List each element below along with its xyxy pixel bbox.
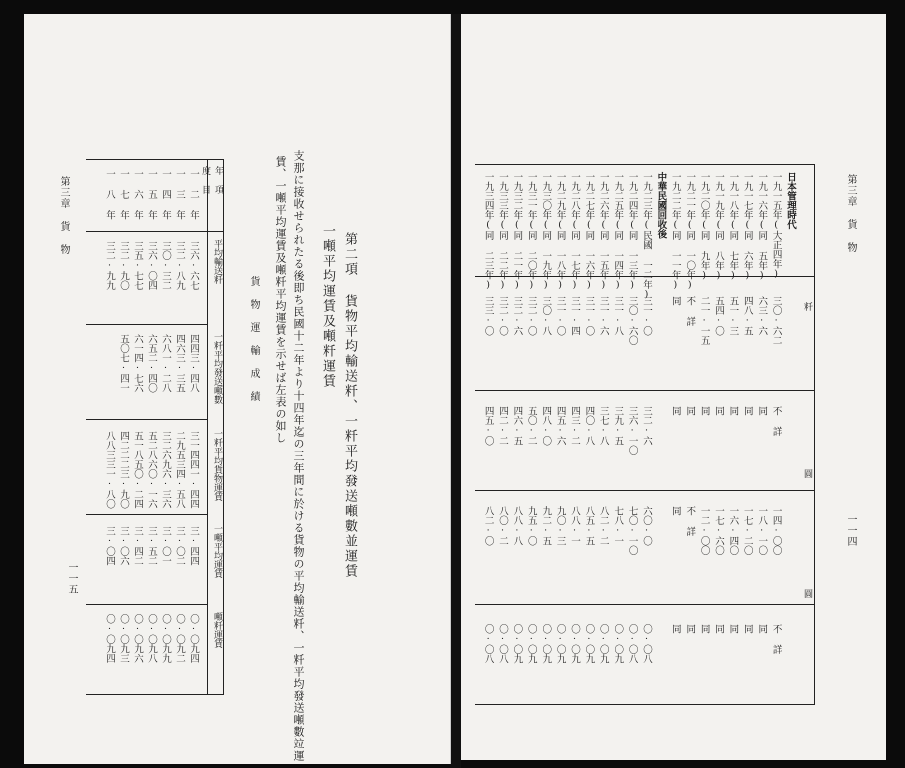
right-row-cell: 三一·六 — [597, 296, 609, 336]
right-row-cell: 三二·六 — [511, 296, 523, 336]
subsection-title: 一噸平均運賃及噸粁運賃 — [320, 224, 335, 389]
right-row-cell: 不 詳 — [770, 406, 782, 436]
left-row-cell: 三·四四 — [188, 526, 199, 566]
right-row-year: 一九一五年(大正四年) — [770, 172, 782, 280]
left-row-cell: 五一八五〇·二四 — [132, 431, 143, 509]
left-row-cell: 〇·〇九九 — [160, 614, 171, 663]
left-row-cell: 六八一·二八 — [160, 334, 171, 393]
left-row-year: 一 六 年 — [132, 169, 143, 220]
left-row-cell: 三·〇一 — [160, 526, 171, 566]
left-row-year: 一 七 年 — [118, 169, 129, 220]
left-row-cell: 〇·〇九三 — [118, 614, 129, 663]
left-row-cell: 三·四二 — [132, 526, 143, 566]
right-row-cell: 不 詳 — [684, 506, 696, 536]
table-title: 貨 物 運 輸 成 績 — [248, 276, 259, 402]
right-row-cell: 不 詳 — [684, 296, 696, 326]
right-row-cell: 同 — [713, 624, 724, 634]
right-row-cell: 同 — [741, 406, 753, 416]
right-row-cell: 同 — [684, 406, 696, 416]
right-row-cell: 〇·〇九 — [612, 624, 624, 664]
right-row-cell: 九二·五 — [540, 506, 552, 546]
right-row-cell: 〇·〇八 — [482, 624, 494, 664]
left-running-header: 第三章 貨 物 — [58, 176, 69, 255]
right-row-cell: 七八·一 — [612, 506, 624, 546]
right-row-cell: 一七·二〇 — [741, 506, 753, 555]
era-label-chinese: 中華民國回收後 — [655, 172, 667, 239]
right-row-cell: 同 — [669, 624, 681, 634]
right-row-cell: 〇·〇九 — [511, 624, 523, 664]
right-row-year: 一九三四年(同 二三年) — [482, 172, 494, 291]
right-row-cell: 八二·二 — [597, 506, 609, 546]
right-row-cell: 同 — [741, 624, 753, 634]
right-row-year: 一九一七年(同 六年) — [741, 172, 753, 281]
right-row-cell: 同 — [727, 624, 739, 634]
left-row-cell: 三·〇四 — [104, 526, 115, 566]
right-row-year: 一九二七年(同 一六年) — [583, 172, 595, 291]
left-row-cell: 四六三·三五 — [174, 334, 185, 393]
col-header-avg-distance: 平均輸送粁 — [212, 239, 222, 284]
left-row-cell: 三五·七七 — [132, 241, 143, 290]
right-row-year: 一九一八年(同 七年) — [727, 172, 739, 281]
right-row-cell: 一二·〇〇 — [698, 506, 710, 555]
right-row-cell: 一七·六〇 — [713, 506, 724, 555]
right-row-cell: 四六·五 — [511, 406, 523, 446]
right-row-cell: 同 — [756, 624, 768, 634]
left-row-year: 一 三 年 — [174, 169, 185, 220]
right-row-cell: 四〇·八 — [583, 406, 595, 446]
right-row-cell: 三一·八 — [612, 296, 624, 336]
left-row-cell: 六五二·四〇 — [146, 334, 157, 393]
left-row-cell: 〇·〇九六 — [132, 614, 143, 663]
left-row-cell: 三二·九九 — [104, 241, 115, 290]
right-row-cell: 三二·〇 — [497, 296, 508, 336]
left-page-number: 一一五 — [66, 562, 77, 595]
right-row-cell: 六〇·〇 — [641, 506, 652, 546]
right-row-year: 一九二四年(同 一三年) — [626, 172, 638, 291]
right-row-cell: 三一·〇 — [583, 296, 595, 336]
right-row-cell: 八八·八 — [511, 506, 523, 546]
right-row-cell: 〇·〇九 — [583, 624, 595, 664]
left-row-cell: 三一四四一·四四 — [188, 431, 199, 509]
left-row-cell: 三二·八九 — [174, 241, 185, 290]
unit-label-1: 粁 — [802, 302, 812, 311]
unit-label-4: 圓 — [802, 589, 812, 598]
right-row-cell: 三〇·六二 — [770, 296, 782, 345]
right-row-cell: 〇·〇九 — [569, 624, 580, 664]
right-row-year: 一九三一年(同 二〇年) — [525, 172, 537, 291]
right-row-cell: 三七·八 — [597, 406, 609, 446]
right-row-cell: 四八·〇 — [540, 406, 552, 446]
section-title: 第二項 貨物平均輸送粁、一粁平均發送噸數並運賃 — [342, 232, 357, 579]
right-row-year: 一九二八年(同 一七年) — [569, 172, 580, 291]
right-row-cell: 三二·〇 — [525, 296, 537, 336]
right-row-year: 一九二一年(同 一〇年) — [684, 172, 696, 291]
left-row-cell: 〇·〇九二 — [174, 614, 185, 663]
right-row-cell: 九〇·三 — [554, 506, 566, 546]
left-row-year: 一 八 年 — [104, 169, 115, 220]
right-row-cell: 三二·六 — [641, 406, 652, 446]
right-row-year: 一九二五年(同 一四年) — [612, 172, 624, 291]
right-row-cell: 四八·五 — [741, 296, 753, 336]
right-row-cell: 〇·〇九 — [540, 624, 552, 664]
right-row-cell: 〇·〇八 — [626, 624, 638, 664]
right-row-cell: 同 — [684, 624, 696, 634]
right-row-cell: 同 — [756, 406, 768, 416]
left-row-cell: 三二六九六·三六 — [160, 431, 171, 509]
left-row-year: 一 五 年 — [146, 169, 157, 220]
left-row-cell: 三·五二 — [146, 526, 157, 566]
book-gutter — [450, 14, 461, 768]
right-row-cell: 一八·一〇 — [756, 506, 768, 555]
right-row-year: 一九二九年(同 一八年) — [554, 172, 566, 291]
left-row-cell: 〇·〇九四 — [104, 614, 115, 663]
right-row-cell: 四五·〇 — [482, 406, 494, 446]
right-row-cell: 同 — [669, 406, 681, 416]
right-row-year: 一九三二年(同 二一年) — [511, 172, 523, 291]
paragraph-line-2: 賃、一噸平均運賃及噸粁平均運賃を示せば左表の如し — [274, 156, 287, 444]
right-row-cell: 同 — [669, 506, 681, 516]
right-page-number: 一一四 — [845, 514, 856, 547]
right-row-cell: 同 — [727, 406, 739, 416]
right-row-cell: 三一·〇 — [641, 296, 652, 336]
right-row-cell: 三一·〇 — [554, 296, 566, 336]
left-row-cell: 三六·〇四 — [146, 241, 157, 290]
right-row-year: 一九三〇年(同 一九年) — [540, 172, 552, 291]
left-row-cell: 五二八六〇·一六 — [146, 431, 157, 509]
left-row-cell: 三〇·三二 — [160, 241, 171, 290]
paragraph-line-1: 支那に接收せられたる後即ち民國十二年より十四年迄の三年間に於ける貨物の平均輸送粁、一粁平均發送噸數竝運 — [292, 150, 305, 762]
right-row-cell: 四二·二 — [497, 406, 508, 446]
right-row-cell: 四三·二 — [569, 406, 580, 446]
right-running-header: 第三章 貨 物 — [845, 174, 856, 253]
left-row-cell: 三·〇二 — [174, 526, 185, 566]
left-row-year: 一 四 年 — [160, 169, 171, 220]
left-row-cell: 五〇七·四一 — [118, 334, 129, 393]
right-row-cell: 同 — [698, 624, 710, 634]
col-header-tons-per-km: 一粁平均發送噸數 — [212, 332, 222, 404]
right-row-cell: 五〇·二 — [525, 406, 537, 446]
left-row-year: 一 二 年 — [188, 169, 199, 220]
table-corner-bottom: 度 目 — [200, 166, 210, 194]
right-row-cell: 一四·〇〇 — [770, 506, 782, 555]
right-row-cell: 不 詳 — [770, 624, 782, 654]
left-row-cell: 四四三·四八 — [188, 334, 199, 393]
right-row-cell: 三一·四 — [569, 296, 580, 336]
right-row-cell: 五四·〇 — [713, 296, 724, 336]
right-row-cell: 二一·一五 — [698, 296, 710, 345]
right-row-cell: 三〇·六〇 — [626, 296, 638, 345]
col-header-avg-per-ton: 一噸平均運賃 — [212, 524, 222, 578]
right-row-year: 一九二三年(民國 一二年) — [641, 172, 652, 300]
right-row-cell: 同 — [698, 406, 710, 416]
right-row-cell: 三九·五 — [612, 406, 624, 446]
right-row-cell: 九五·〇 — [525, 506, 537, 546]
col-header-ton-km: 噸粁運賃 — [212, 612, 222, 648]
right-row-cell: 三〇·八 — [540, 296, 552, 336]
right-row-cell: 〇·〇八 — [497, 624, 508, 664]
era-label-japanese: 日本管理時代 — [785, 172, 796, 229]
right-row-cell: 一六·四〇 — [727, 506, 739, 555]
right-row-cell: 八〇·二 — [497, 506, 508, 546]
right-row-cell: 八五·五 — [583, 506, 595, 546]
left-page — [24, 14, 451, 764]
right-row-cell: 〇·〇九 — [597, 624, 609, 664]
right-row-cell: 四五·六 — [554, 406, 566, 446]
left-row-cell: 三六·六七 — [188, 241, 199, 290]
right-row-year: 一九二六年(同 一五年) — [597, 172, 609, 291]
right-row-year: 一九二二年(同 一一年) — [669, 172, 681, 291]
right-row-cell: 七〇·一〇 — [626, 506, 638, 555]
right-row-year: 一九一九年(同 八年) — [713, 172, 724, 281]
left-row-cell: 三二·九〇 — [118, 241, 129, 290]
left-row-cell: 四二二二三·九〇 — [118, 431, 129, 509]
right-row-cell: 八八·一 — [569, 506, 580, 546]
col-header-freight-per-km: 一粁平均貨物運賃 — [212, 429, 222, 501]
right-row-year: 一九二〇年(同 九年) — [698, 172, 710, 281]
right-row-cell: 五一·三 — [727, 296, 739, 336]
left-row-cell: 二九五三四·五八 — [174, 431, 185, 509]
right-row-year: 一九三三年(同 二二年) — [497, 172, 508, 291]
right-row-cell: 三三·〇 — [482, 296, 494, 336]
right-row-year: 一九一六年(同 五年) — [756, 172, 768, 281]
right-row-cell: 三六·一〇 — [626, 406, 638, 455]
right-page — [461, 14, 886, 760]
left-row-cell: 〇·〇九八 — [146, 614, 157, 663]
table-corner-top: 年 項 — [213, 166, 223, 194]
left-row-cell: 三·〇六 — [118, 526, 129, 566]
left-row-cell: 八八三三一·八〇 — [104, 431, 115, 509]
right-row-cell: 同 — [713, 406, 724, 416]
right-row-cell: 〇·〇九 — [525, 624, 537, 664]
unit-label-3: 圓 — [802, 469, 812, 478]
right-row-cell: 同 — [669, 296, 681, 306]
right-row-cell: 〇·〇八 — [641, 624, 652, 664]
left-row-cell: 六一四·七六 — [132, 334, 143, 393]
left-row-cell: 〇·〇九四 — [188, 614, 199, 663]
right-row-cell: 〇·〇九 — [554, 624, 566, 664]
right-row-cell: 六三·六 — [756, 296, 768, 336]
right-row-cell: 八二·〇 — [482, 506, 494, 546]
